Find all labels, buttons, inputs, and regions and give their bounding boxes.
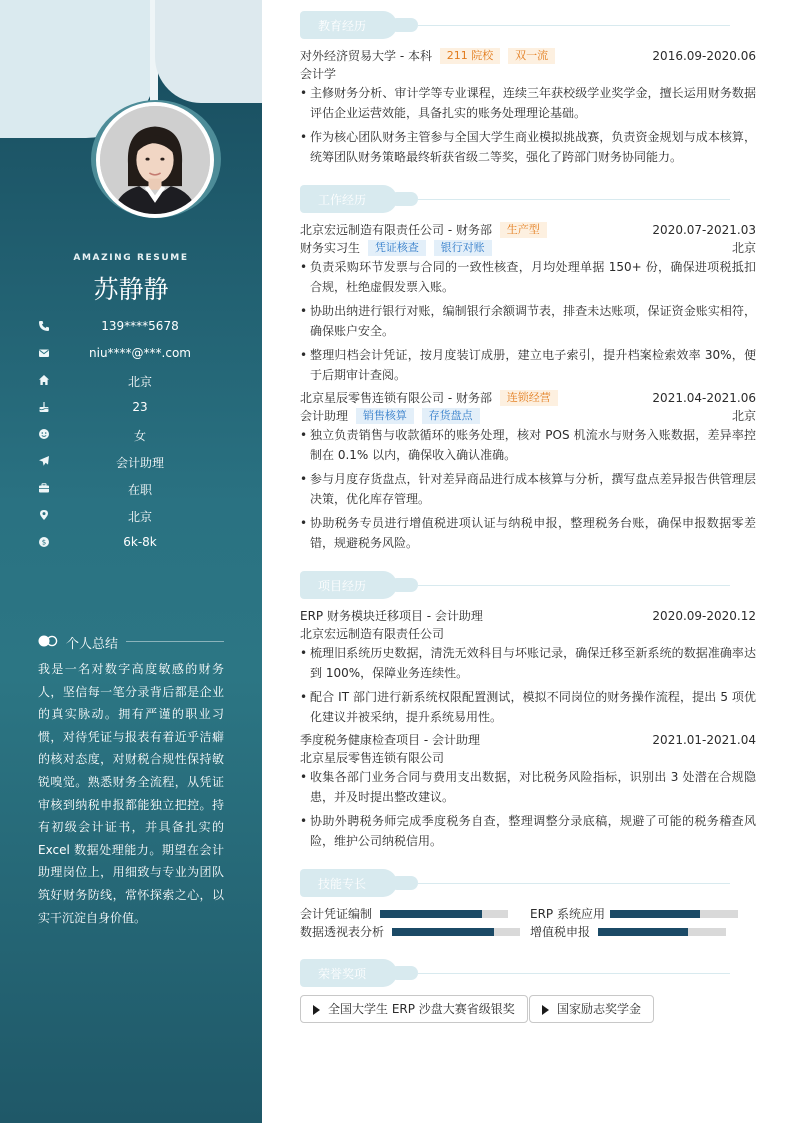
job-role-tag: 存货盘点	[422, 408, 480, 424]
job-role: 财务实习生	[300, 241, 361, 255]
project-date: 2020.09-2020.12	[652, 609, 756, 623]
project-org: 北京宏远制造有限责任公司	[300, 627, 445, 641]
section-skills-heading	[300, 869, 730, 897]
job-company-row	[300, 389, 756, 407]
info-position	[38, 451, 242, 471]
sidebar	[0, 0, 262, 1123]
gender-icon	[38, 428, 50, 440]
summary-heading	[38, 633, 224, 652]
section-rule	[418, 973, 730, 974]
education-tag: 双一流	[508, 48, 555, 64]
project-bullet: • 收集各部门业务合同与费用支出数据，对比税务风险指标，识别出 3 处潜在合规隐患，并及时提出整改建议。	[300, 767, 756, 807]
skill-item	[530, 923, 726, 941]
info-gender	[38, 424, 242, 444]
job-company: 北京宏远制造有限责任公司 - 财务部	[300, 223, 492, 237]
project-date: 2021.01-2021.04	[652, 733, 756, 747]
toggle-icon	[38, 635, 58, 647]
education-tag: 211 院校	[440, 48, 501, 64]
info-phone	[38, 316, 242, 336]
resume-tagline: AMAZING RESUME	[73, 253, 189, 263]
education-major: 会计学	[300, 67, 337, 81]
skill-bar	[392, 928, 520, 936]
info-email	[38, 343, 242, 363]
summary-divider	[126, 641, 224, 642]
honor-label: 国家励志奖学金	[557, 1002, 642, 1016]
info-salary	[38, 532, 242, 552]
job-bullet: • 整理归档会计凭证，按月度装订成册，建立电子索引，提升档案检索效率 30%，便于后期审计查阅。	[300, 345, 756, 385]
section-rule	[418, 199, 730, 200]
play-icon	[542, 1005, 549, 1015]
email-value: niu****@***.com	[89, 346, 191, 360]
job-role-tag: 银行对账	[434, 240, 492, 256]
section-title: 荣誉奖项	[318, 967, 367, 981]
phone-icon	[38, 320, 50, 332]
section-work-heading	[300, 185, 730, 213]
project-org-row	[300, 749, 756, 767]
skill-bar-fill	[380, 910, 482, 918]
send-icon	[38, 455, 50, 467]
section-rule	[418, 883, 730, 884]
section-projects-heading	[300, 571, 730, 599]
job-date: 2021.04-2021.06	[652, 391, 756, 405]
avatar	[96, 102, 214, 218]
play-icon	[313, 1005, 320, 1015]
cake-icon	[38, 401, 50, 413]
job-company-tag: 生产型	[500, 222, 547, 238]
main-content	[300, 0, 756, 1123]
section-title: 工作经历	[318, 193, 367, 207]
skill-item	[530, 905, 738, 923]
summary-title: 个人总结	[66, 637, 119, 652]
project-bullet: • 协助外聘税务师完成季度税务自查，整理调整分录底稿，规避了可能的税务稽查风险，维护公司纳税信用。	[300, 811, 756, 851]
status-value: 在职	[127, 483, 152, 497]
job-company-tag: 连锁经营	[500, 390, 558, 406]
money-icon	[38, 536, 50, 548]
project-name-row	[300, 731, 756, 749]
salary-value: 6k-8k	[123, 535, 157, 549]
job-date: 2020.07-2021.03	[652, 223, 756, 237]
honor-badge	[529, 995, 654, 1023]
skill-bar-fill	[610, 910, 700, 918]
gender-value: 女	[133, 429, 146, 443]
info-age	[38, 397, 242, 417]
skill-name: 数据透视表分析	[300, 925, 385, 939]
project-org-row	[300, 625, 756, 643]
job-bullet: • 负责采购环节发票与合同的一致性核查，月均处理单据 150+ 份，确保进项税抵扣合规，杜绝虚假发票入账。	[300, 257, 756, 297]
section-rule	[418, 585, 730, 586]
job-bullet: • 参与月度存货盘点，针对差异商品进行成本核算与分析，撰写盘点差异报告供管理层决策，优化库存管理。	[300, 469, 756, 509]
education-date: 2016.09-2020.06	[652, 49, 756, 63]
skill-item	[300, 905, 508, 923]
location-value: 北京	[127, 510, 152, 524]
avatar-photo	[100, 106, 210, 214]
section-education-heading	[300, 11, 730, 39]
education-bullet: • 主修财务分析、审计学等专业课程，连续三年获校级学业奖学金，擅长运用财务数据评估企业运营效能，具备扎实的账务处理理论基础。	[300, 83, 756, 123]
phone-value: 139****5678	[101, 319, 179, 333]
info-status	[38, 478, 242, 498]
education-bullet: • 作为核心团队财务主管参与全国大学生商业模拟挑战赛，负责资金规划与成本核算，统筹团队财务策略最终斩获省级二等奖，强化了跨部门财务协同能力。	[300, 127, 756, 167]
job-bullet: • 协助税务专员进行增值税进项认证与纳税申报，整理税务台账，确保申报数据零差错，规避税务风险。	[300, 513, 756, 553]
skill-name: 增值税申报	[530, 925, 591, 939]
skill-bar	[610, 910, 738, 918]
section-title: 技能专长	[318, 877, 367, 891]
position-value: 会计助理	[115, 456, 164, 470]
job-bullet: • 独立负责销售与收款循环的账务处理，核对 POS 机流水与财务入账数据，差异率控制在 0.1% 以内，确保收入确认准确。	[300, 425, 756, 465]
job-role-row	[300, 407, 756, 425]
svg-text:$: $	[41, 538, 47, 547]
job-role-tag: 凭证核查	[368, 240, 426, 256]
project-name: ERP 财务模块迁移项目 - 会计助理	[300, 609, 483, 623]
skill-bar	[380, 910, 508, 918]
section-rule	[418, 25, 730, 26]
job-company-row	[300, 221, 756, 239]
skill-item	[300, 923, 520, 941]
home-icon	[38, 374, 50, 386]
skill-name: ERP 系统应用	[530, 907, 605, 921]
person-name: 苏静静	[93, 275, 169, 304]
home-value: 北京	[127, 375, 152, 389]
summary-text: 我是一名对数字高度敏感的财务人，坚信每一笔分录背后都是企业的真实脉动。拥有严谨的职业习惯，对待凭证与报表有着近乎洁癖的核对态度，对财税合规性保持敏锐嗅觉。熟悉财务全流程，从凭证审核到纳税申报都能独立把控。持有初级会计证书，并具备扎实的 Excel 数据处理能力。期望在会计助理岗位上，用细致与专业为团队筑好财务防线，常怀探索之心，以实干沉淀自身价值。	[38, 662, 224, 925]
decor-shape	[155, 0, 262, 103]
skill-bar-fill	[598, 928, 688, 936]
info-location	[38, 505, 242, 525]
project-name: 季度税务健康检查项目 - 会计助理	[300, 733, 480, 747]
project-name-row	[300, 607, 756, 625]
job-bullet: • 协助出纳进行银行对账，编制银行余额调节表，排查未达账项，保证资金账实相符，确保账户安全。	[300, 301, 756, 341]
education-major-row	[300, 65, 756, 83]
info-home	[38, 370, 242, 390]
skill-bar-fill	[392, 928, 494, 936]
project-org: 北京星辰零售连锁有限公司	[300, 751, 445, 765]
location-icon	[38, 509, 50, 521]
section-title: 项目经历	[318, 579, 367, 593]
education-school-row	[300, 47, 756, 65]
skill-bar	[598, 928, 726, 936]
briefcase-icon	[38, 482, 50, 494]
mail-icon	[38, 347, 50, 359]
skill-name: 会计凭证编制	[300, 907, 373, 921]
job-city: 北京	[731, 241, 756, 255]
job-role: 会计助理	[300, 409, 349, 423]
education-school: 对外经济贸易大学 - 本科	[300, 49, 432, 63]
project-bullet: • 梳理旧系统历史数据，清洗无效科目与坏账记录，确保迁移至新系统的数据准确率达到 100%，保障业务连续性。	[300, 643, 756, 683]
job-role-tag: 销售核算	[356, 408, 414, 424]
age-value: 23	[132, 400, 148, 414]
job-company: 北京星辰零售连锁有限公司 - 财务部	[300, 391, 492, 405]
honor-badge	[300, 995, 528, 1023]
section-title: 教育经历	[318, 19, 367, 33]
honor-label: 全国大学生 ERP 沙盘大赛省级银奖	[328, 1002, 515, 1016]
project-bullet: • 配合 IT 部门进行新系统权限配置测试，模拟不同岗位的财务操作流程，提出 5 项优化建议并被采纳，提升系统易用性。	[300, 687, 756, 727]
job-city: 北京	[731, 409, 756, 423]
section-honors-heading	[300, 959, 730, 987]
job-role-row	[300, 239, 756, 257]
